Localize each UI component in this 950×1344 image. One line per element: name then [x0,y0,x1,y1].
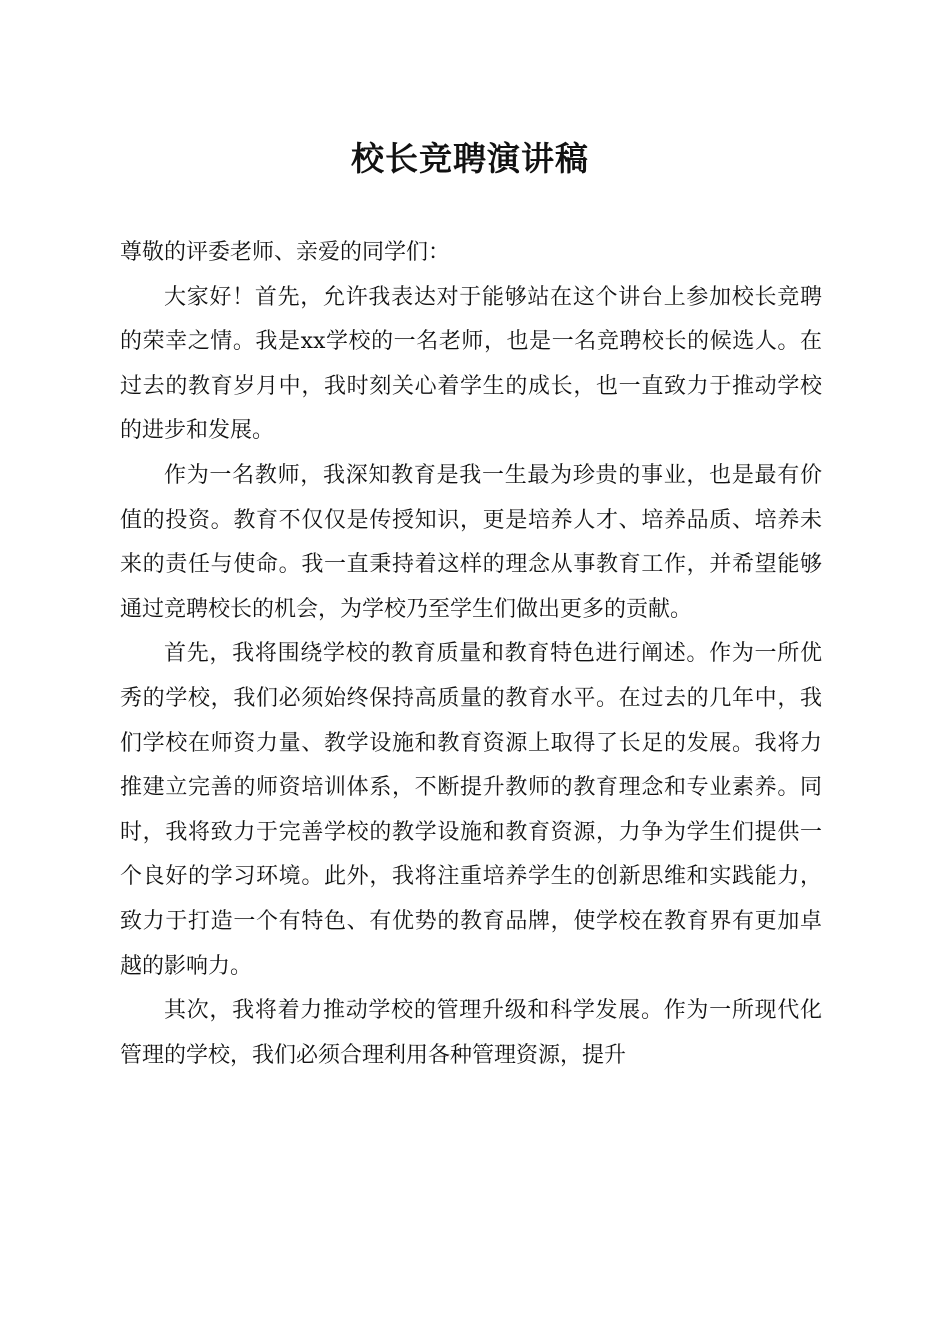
paragraph: 大家好！首先，允许我表达对于能够站在这个讲台上参加校长竞聘的荣幸之情。我是xx学校的一名老师，也是一名竞聘校长的候选人。在过去的教育岁月中，我时刻关心着学生的成长，也一直致力于推动学校的进步和发展。 [120,284,822,444]
salutation: 尊敬的评委老师、亲爱的同学们： [120,240,451,265]
paragraph: 首先，我将围绕学校的教育质量和教育特色进行阐述。作为一所优秀的学校，我们必须始终保持高质量的教育水平。在过去的几年中，我们学校在师资力量、教学设施和教育资源上取得了长足的发展。我将力推建立完善的师资培训体系，不断提升教师的教育理念和专业素养。同时，我将致力于完善学校的教学设施和教育资源，力争为学生们提供一个良好的学习环境。此外，我将注重培养学生的创新思维和实践能力，致力于打造一个有特色、有优势的教育品牌，使学校在教育界有更加卓越的影响力。 [120,641,822,979]
document-title: 校长竞聘演讲稿 [351,139,589,178]
paragraph: 其次，我将着力推动学校的管理升级和科学发展。作为一所现代化管理的学校，我们必须合理利用各种管理资源，提升 [120,998,822,1068]
document-body [120,231,822,1078]
paragraph: 作为一名教师，我深知教育是我一生最为珍贵的事业，也是最有价值的投资。教育不仅仅是传授知识，更是培养人才、培养品质、培养未来的责任与使命。我一直秉持着这样的理念从事教育工作，并希望能够通过竞聘校长的机会，为学校乃至学生们做出更多的贡献。 [120,462,822,622]
